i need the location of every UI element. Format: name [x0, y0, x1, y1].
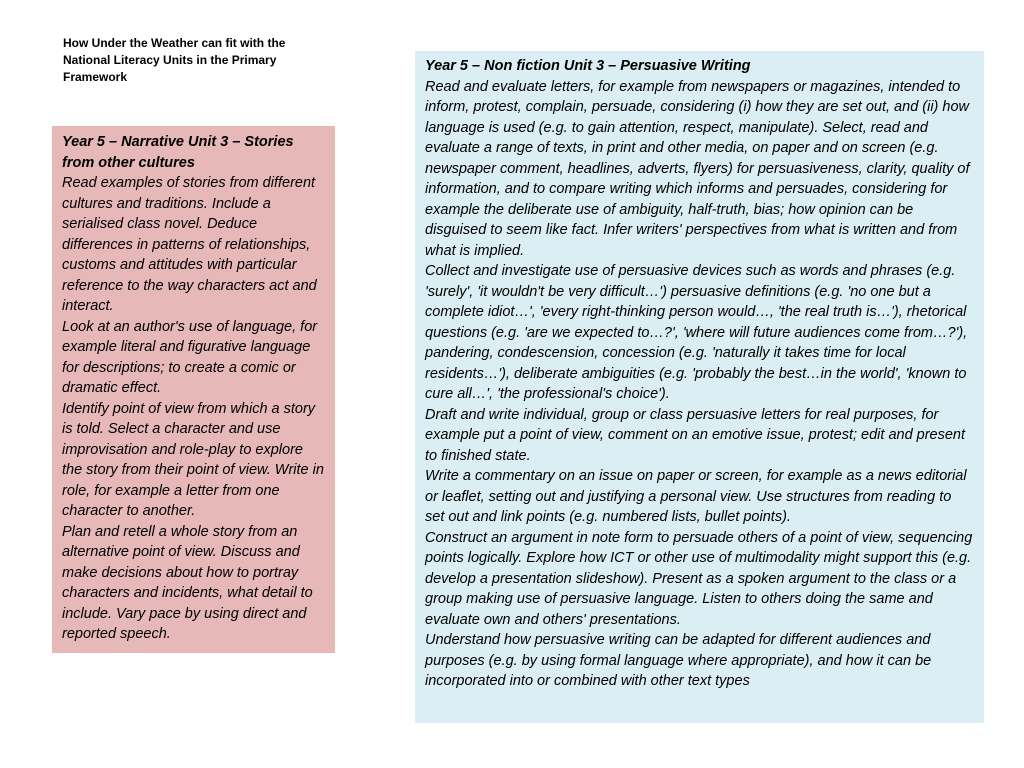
slide-title: How Under the Weather can fit with the National Literacy Units in the Primary Framework: [63, 36, 286, 84]
nonfiction-paragraph: Draft and write individual, group or class persuasive letters for real purposes, for example put a point of view, comment on an emotive issue, protest; edit and present to finished state.: [425, 406, 966, 464]
nonfiction-paragraph: Construct an argument in note form to persuade others of a point of view, sequencing points logically. Explore how ICT or other use of multimodality might support this (e.g. develop a presentation slideshow). Present as a spoken argument to the class or a group making use of persuasive language. Listen to others doing the same and evaluate own and others' presentations.: [425, 529, 973, 628]
nonfiction-paragraph: Collect and investigate use of persuasive devices such as words and phrases (e.g. 'surely', 'it wouldn't be very difficult…') persuasive definitions (e.g. 'no one but a complete idiot…', 'every right-thinking person would…, 'the real truth is…'), rhetorical questions (e.g. 'are we expected to…?', 'where will future audiences come from…?'), pandering, condescension, concession (e.g. 'naturally it takes time for local residents…'), deliberate ambiguities (e.g. 'probably the best…in the world', 'known to cure all…', 'the professional's choice').: [425, 263, 968, 402]
narrative-unit-box: [52, 126, 335, 653]
narrative-paragraph: Read examples of stories from different cultures and traditions. Include a serialised class novel. Deduce differences in patterns of relationships, customs and attitudes with particular reference to the way characters act and interact.: [62, 175, 317, 314]
nonfiction-unit-heading: Year 5 – Non fiction Unit 3 – Persuasive Writing: [425, 58, 751, 74]
nonfiction-paragraph: Read and evaluate letters, for example from newspapers or magazines, intended to inform, protest, complain, persuade, considering (i) how they are set out, and (ii) how language is used (e.g. to gain attention, respect, manipulate). Select, read and evaluate a range of texts, in print and other media, on paper and on screen (e.g. newspaper comment, headlines, adverts, flyers) for persuasiveness, clarity, quality of information, and to compare writing which informs and persuades, considering for example the deliberate use of ambiguity, half-truth, bias; how opinion can be disguised to seem like fact. Infer writers' perspectives from what is written and from what is implied.: [425, 78, 970, 259]
narrative-paragraph: Look at an author's use of language, for example literal and figurative language for descriptions; to create a comic or dramatic effect.: [62, 318, 318, 396]
narrative-unit-heading: Year 5 – Narrative Unit 3 – Stories from other cultures: [62, 134, 294, 171]
nonfiction-paragraph: Write a commentary on an issue on paper or screen, for example as a news editorial or leaflet, setting out and justifying a personal view. Use structures from reading to set out and link points (e.g. numbered lists, bullet points).: [425, 468, 967, 525]
nonfiction-paragraph: Understand how persuasive writing can be adapted for different audiences and purposes (e.g. by using formal language where appropriate), and how it can be incorporated into or combined with other text types: [425, 632, 932, 689]
nonfiction-unit-box: [415, 51, 984, 723]
narrative-paragraph: Plan and retell a whole story from an alternative point of view. Discuss and make decisions about how to portray characters and incidents, what detail to include. Vary pace by using direct and reported speech.: [62, 523, 313, 642]
narrative-paragraph: Identify point of view from which a story is told. Select a character and use improvisation and role-play to explore the story from their point of view. Write in role, for example a letter from one character to another.: [62, 400, 324, 519]
